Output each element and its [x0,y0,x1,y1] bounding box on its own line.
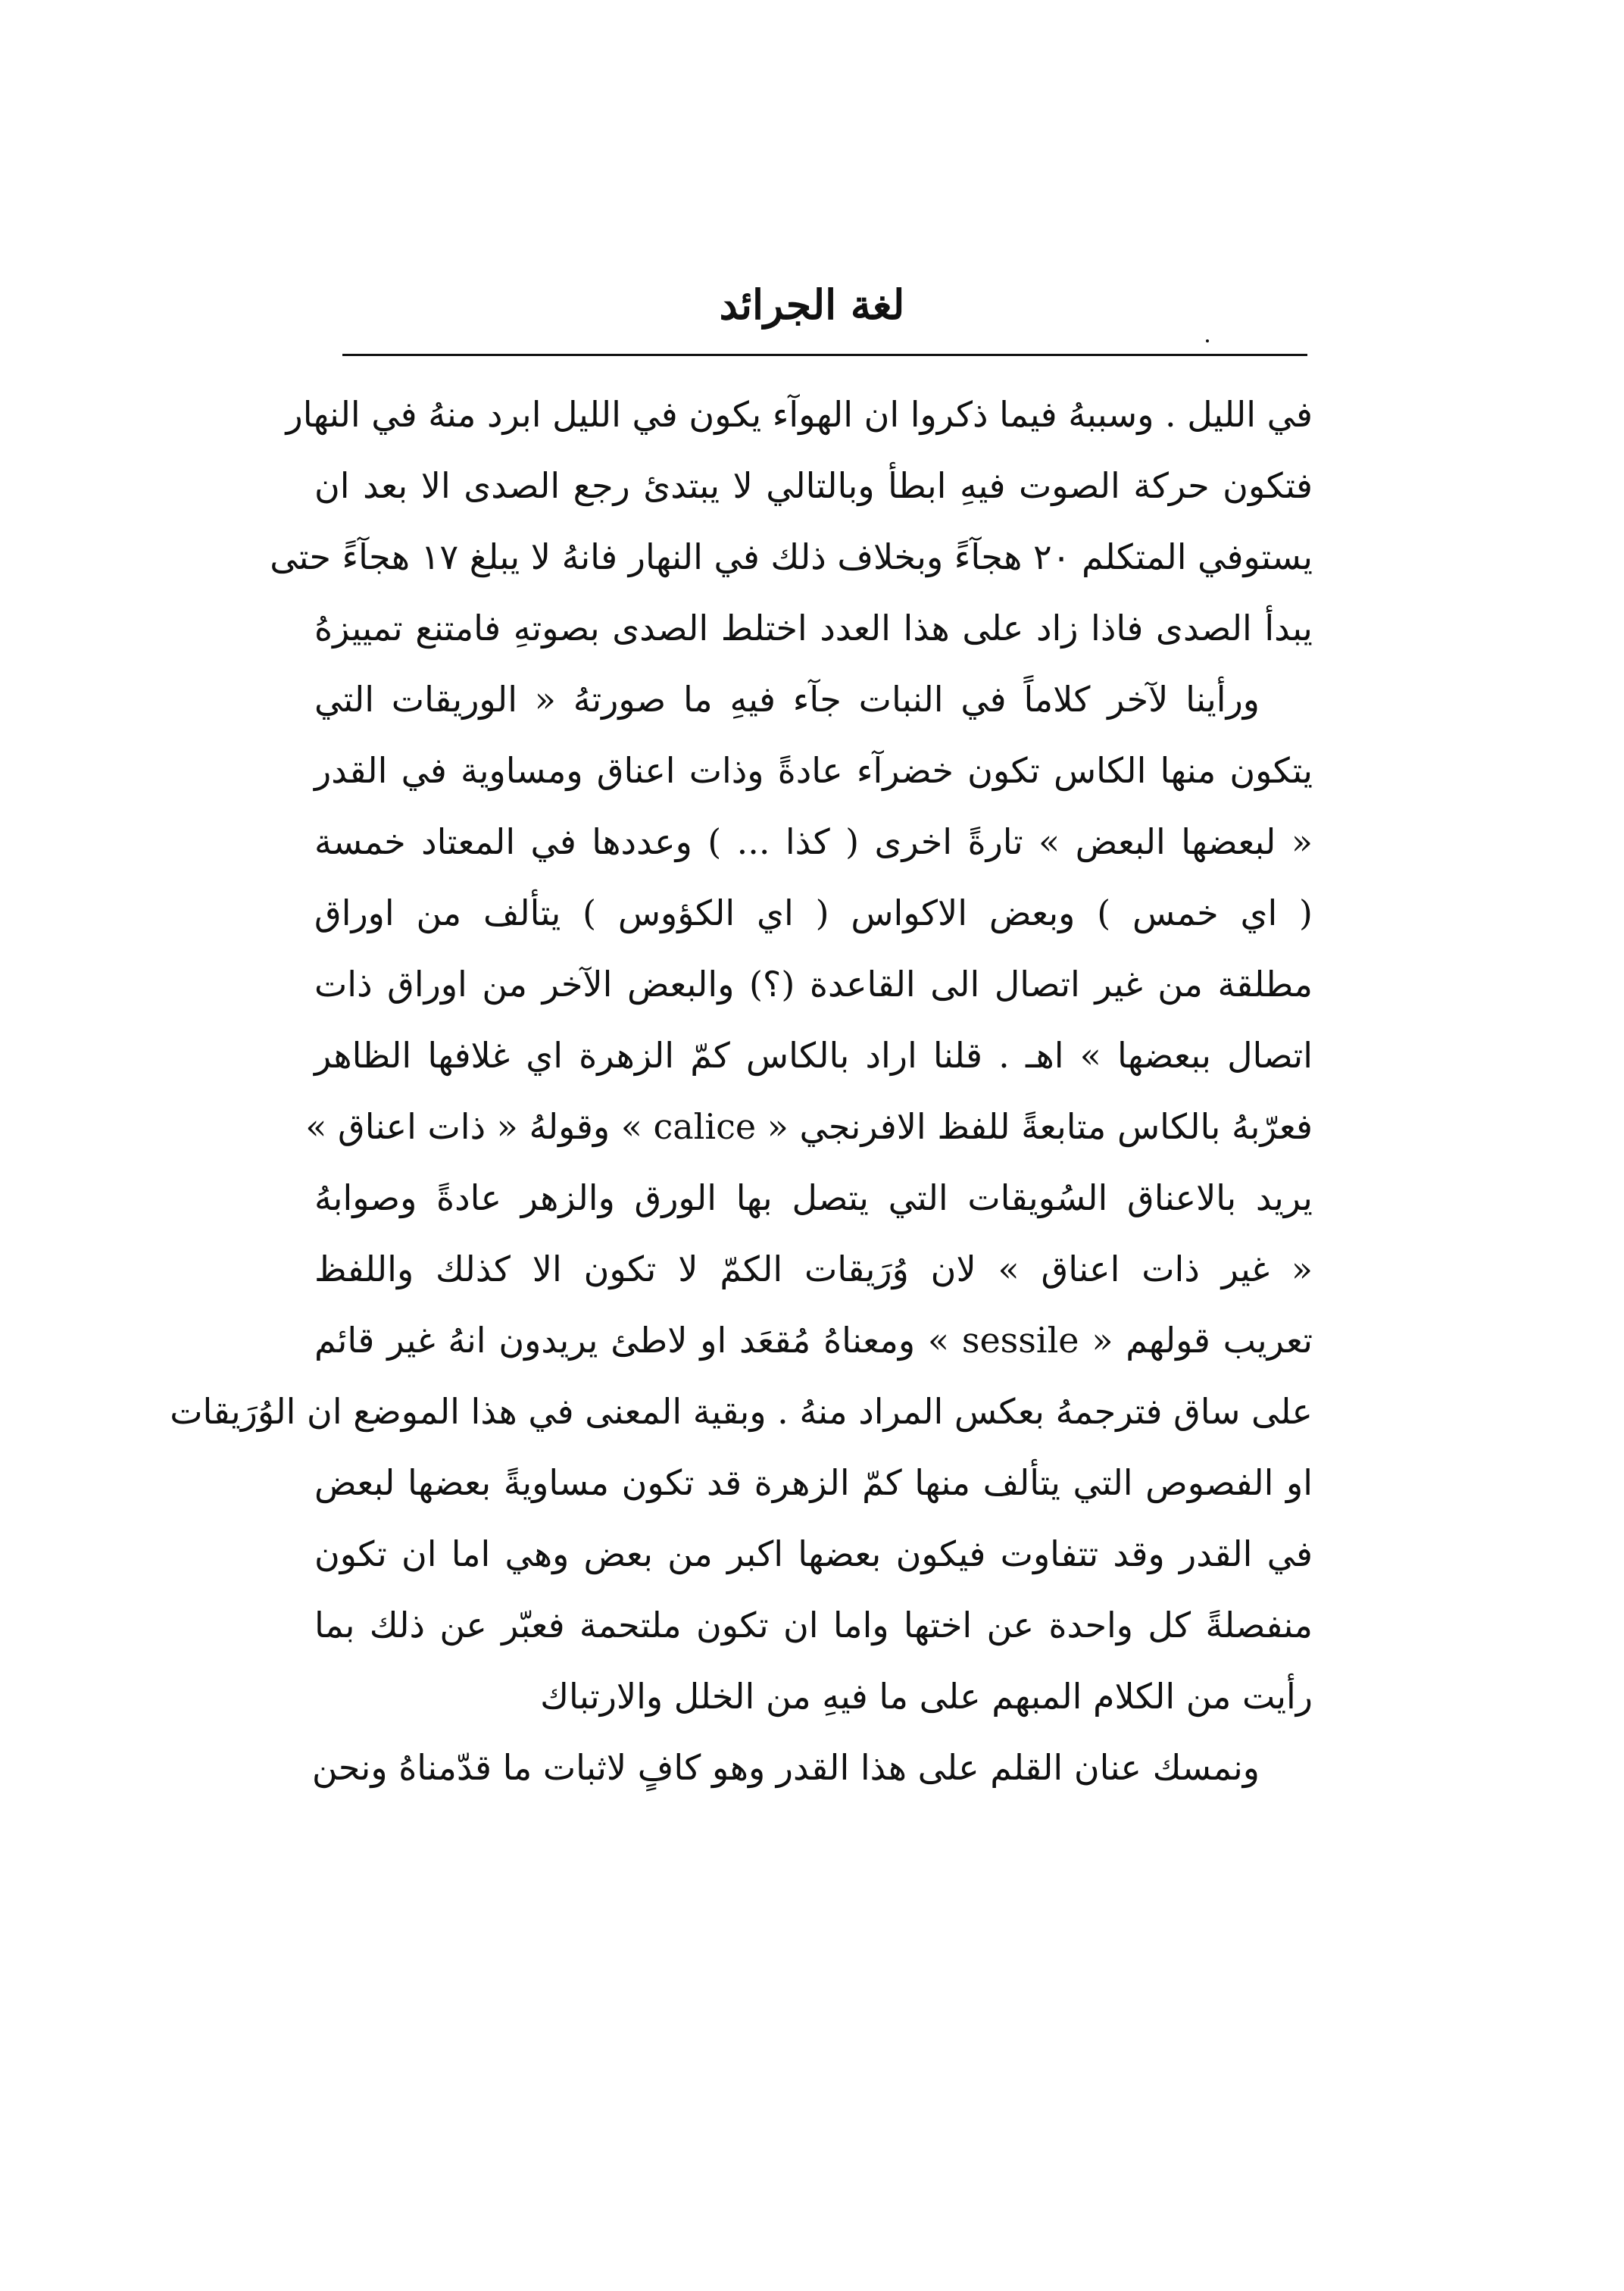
print-speck [1206,339,1209,342]
text-line: يبدأ الصدى فاذا زاد على هذا العدد اختلط الصدى بصوتهِ فامتنع تمييزهُ [314,608,1313,649]
text-line: في الليل . وسببهُ فيما ذكروا ان الهوآء يكون في الليل ابرد منهُ في النهار [286,394,1313,435]
text-line-paragraph-start: ورأينا لآخر كلاماً في النبات جآء فيهِ ما صورتهُ « الوريقات التي [314,679,1260,720]
text-line: او الفصوص التي يتألف منها كمّ الزهرة قد تكون مساويةً بعضها لبعض [314,1462,1313,1503]
text-line: « غير ذات اعناق » لان وُرَيقات الكمّ لا تكون الا كذلك واللفظ [314,1249,1313,1289]
text-line: منفصلةً كل واحدة عن اختها واما ان تكون ملتحمة فعبّر عن ذلك بما [314,1605,1313,1646]
text-line: فتكون حركة الصوت فيهِ ابطأ وبالتالي لا يبتدئ رجع الصدى الا بعد ان [314,465,1313,506]
text-line: يريد بالاعناق السُويقات التي يتصل بها الورق والزهر عادةً وصوابهُ [314,1177,1313,1218]
text-line: يتكون منها الكاس تكون خضرآء عادةً وذات اعناق ومساوية في القدر [314,750,1313,791]
text-line: مطلقة من غير اتصال الى القاعدة (؟) والبعض الآخر من اوراق ذات [314,964,1313,1005]
text-line: على ساق فترجمهُ بعكس المراد منهُ . وبقية المعنى في هذا الموضع ان الوُرَيقات [170,1391,1313,1432]
text-line-paragraph-start: ونمسك عنان القلم على هذا القدر وهو كافٍ لاثبات ما قدّمناهُ ونحن [311,1747,1260,1788]
running-head-title: لغة الجرائد [719,280,905,329]
text-line-paragraph-end: رأيت من الكلام المبهم على ما فيهِ من الخلل والارتباك [540,1676,1313,1717]
text-line: يستوفي المتكلم ٢٠ هجآءً وبخلاف ذلك في النهار فانهُ لا يبلغ ١٧ هجآءً حتى [270,536,1313,577]
body-text [170,379,1313,1803]
text-line: في القدر وقد تتفاوت فيكون بعضها اكبر من بعض وهي اما ان تكون [314,1533,1313,1574]
header-rule [342,354,1307,356]
text-line: اتصال ببعضها » اهـ . قلنا اراد بالكاس كمّ الزهرة اي غلافها الظاهر [314,1035,1313,1076]
text-line: « لبعضها البعض » تارةً اخرى ( كذا ... ) وعددها في المعتاد خمسة [314,821,1313,862]
text-line: ( اي خمس ) وبعض الاكواس ( اي الكؤوس ) يتألف من اوراق [314,892,1313,933]
text-line: تعريب قولهم « sessile » ومعناهُ مُقعَد او لاطئ يريدون انهُ غير قائم [314,1320,1313,1361]
text-line: فعرّبهُ بالكاس متابعةً للفظ الافرنجي « calice » وقولهُ « ذات اعناق » [305,1106,1313,1147]
